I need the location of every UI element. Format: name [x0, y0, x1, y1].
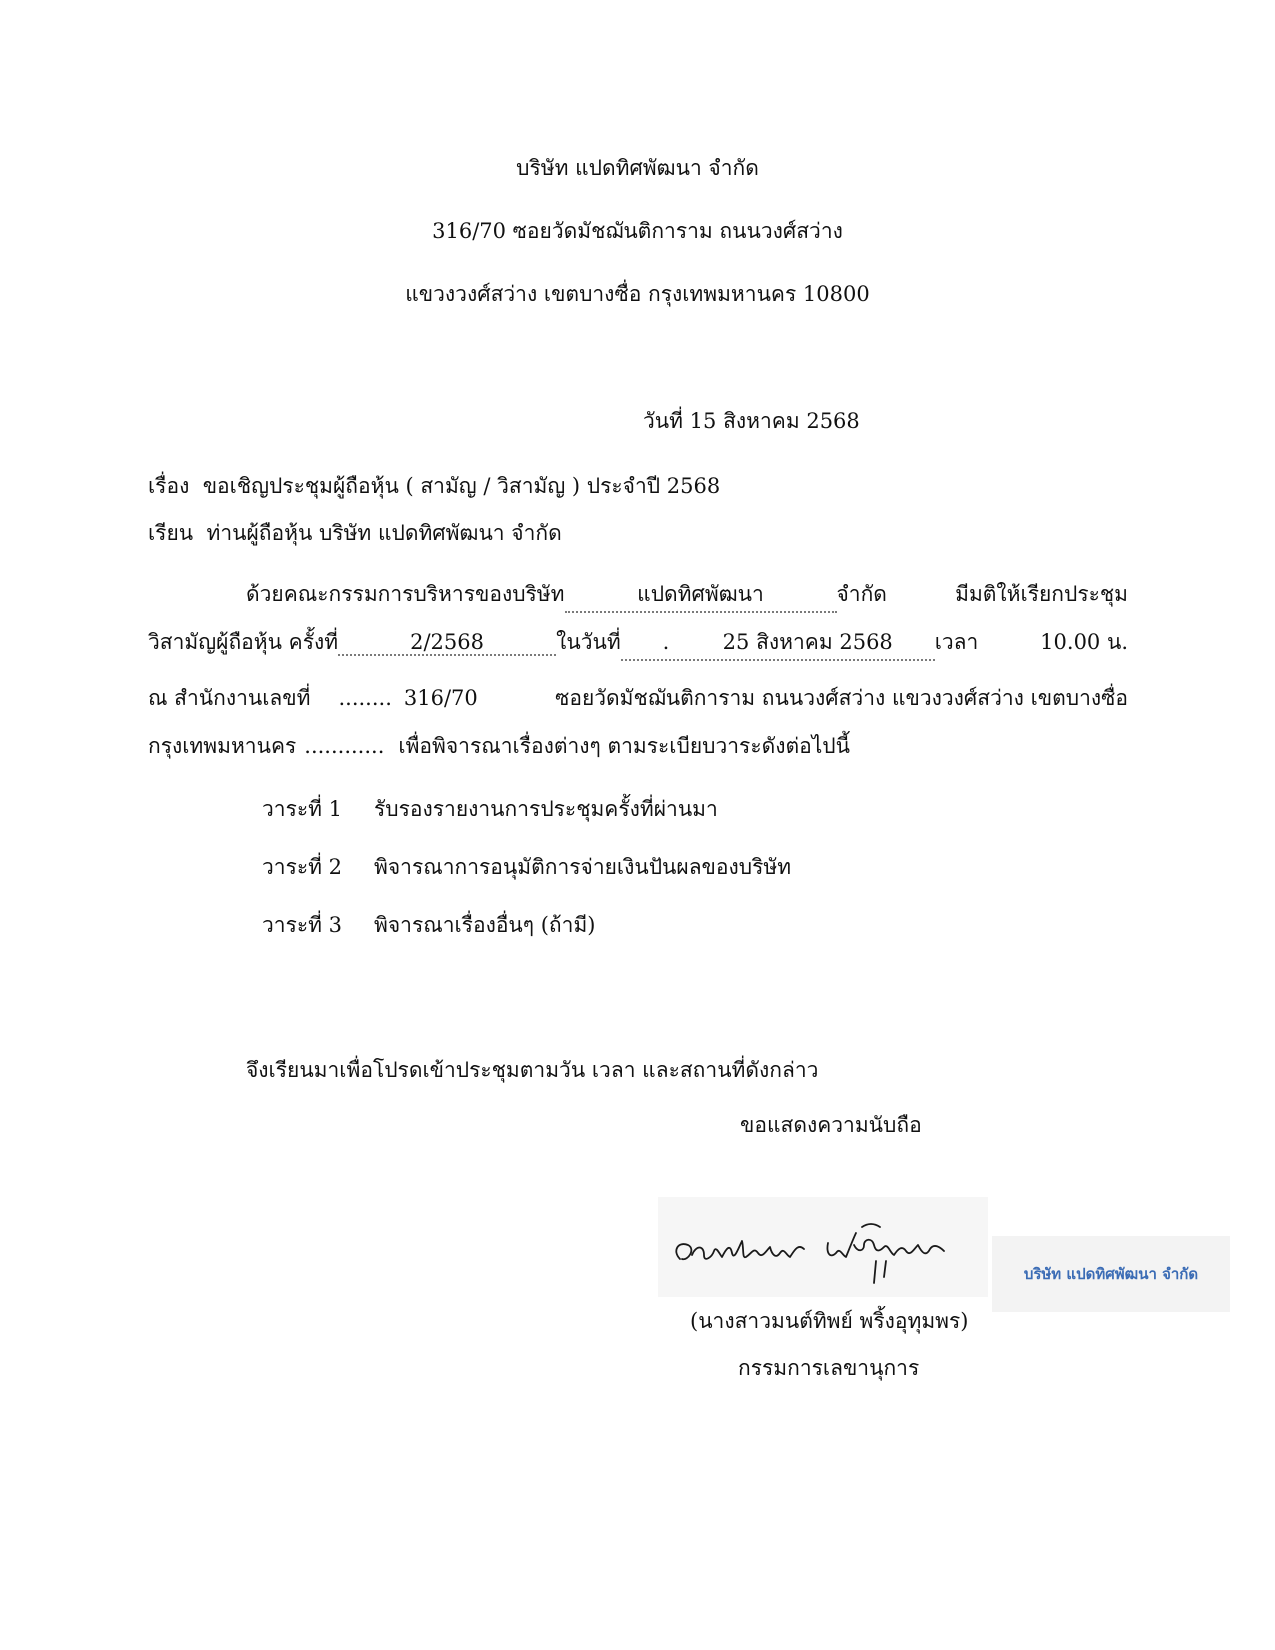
venue-label: ณ สำนักงานเลขที่ [148, 686, 311, 710]
meeting-date-label: ในวันที่ [556, 630, 621, 654]
company-name-field: แปดทิศพัฒนา [565, 578, 837, 613]
closing-sentence: จึงเรียนมาเพื่อโปรดเข้าประชุมตามวัน เวลา และสถานที่ดังกล่าว [246, 1058, 819, 1082]
body-intro: ด้วยคณะกรรมการบริหารของบริษัท [246, 582, 565, 606]
meeting-date-dot: . [662, 630, 670, 654]
signer-name: (นางสาวมนต์ทิพย์ พริ้งอุทุมพร) [690, 1309, 969, 1333]
venue-number: 316/70 [403, 686, 478, 710]
signature [658, 1197, 988, 1297]
address-line-1: 316/70 ซอยวัดมัชฌันติการาม ถนนวงศ์สว่าง [432, 219, 843, 243]
meeting-date-field [621, 626, 935, 661]
subject-text: ขอเชิญประชุมผู้ถือหุ้น ( สามัญ / วิสามัญ ) ประจำปี 2568 [202, 474, 721, 498]
venue-address: ซอยวัดมัชฌันติการาม ถนนวงศ์สว่าง แขวงวงศ์สว่าง เขตบางซื่อ [555, 686, 1128, 710]
salutation-text: ท่านผู้ถือหุ้น บริษัท แปดทิศพัฒนา จำกัด [206, 521, 562, 545]
signer-title: กรรมการเลขานุการ [738, 1356, 920, 1380]
resolution-text: มีมติให้เรียกประชุม [955, 582, 1128, 606]
meeting-time-label: เวลา [934, 630, 979, 654]
meeting-time-value: 10.00 น. [1040, 630, 1128, 654]
meeting-type-text: วิสามัญผู้ถือหุ้น ครั้งที่ [148, 630, 339, 654]
agenda-item [262, 851, 791, 884]
venue-city: กรุงเทพมหานคร [148, 734, 297, 758]
company-name: บริษัท แปดทิศพัฒนา จำกัด [516, 156, 759, 180]
body-line-2 [148, 626, 1128, 661]
address-line-2: แขวงวงศ์สว่าง เขตบางซื่อ กรุงเทพมหานคร 10800 [405, 282, 870, 306]
salutation-line [148, 517, 562, 550]
company-suffix: จำกัด [836, 582, 887, 606]
letter-date: วันที่ 15 สิงหาคม 2568 [643, 409, 860, 433]
regards: ขอแสดงความนับถือ [740, 1113, 922, 1137]
agenda-intro: เพื่อพิจารณาเรื่องต่างๆ ตามระเบียบวาระดังต่อไปนี้ [398, 734, 850, 758]
meeting-date-value: 25 สิงหาคม 2568 [722, 630, 893, 654]
subject-label: เรื่อง [148, 474, 190, 498]
agenda-text: รับรองรายงานการประชุมครั้งที่ผ่านมา [374, 797, 718, 821]
subject-line [148, 470, 720, 503]
signature-scribble [658, 1197, 988, 1297]
agenda-item [262, 909, 595, 942]
salutation-label: เรียน [148, 521, 194, 545]
agenda-number: วาระที่ 1 [262, 797, 343, 821]
agenda-number: วาระที่ 2 [262, 855, 343, 879]
body-line-3 [148, 682, 1128, 715]
body-line-1 [148, 578, 1128, 613]
company-stamp: บริษัท แปดทิศพัฒนา จำกัด [992, 1236, 1230, 1312]
agenda-text: พิจารณาเรื่องอื่นๆ (ถ้ามี) [374, 913, 596, 937]
agenda-item [262, 793, 718, 826]
venue-dots: ........ [338, 686, 392, 710]
meeting-number-field: 2/2568 [338, 630, 556, 656]
agenda-text: พิจารณาการอนุมัติการจ่ายเงินปันผลของบริษัท [374, 855, 792, 879]
body-line-4 [148, 730, 1128, 763]
agenda-number: วาระที่ 3 [262, 913, 343, 937]
venue-city-dots: ............ [304, 734, 385, 758]
